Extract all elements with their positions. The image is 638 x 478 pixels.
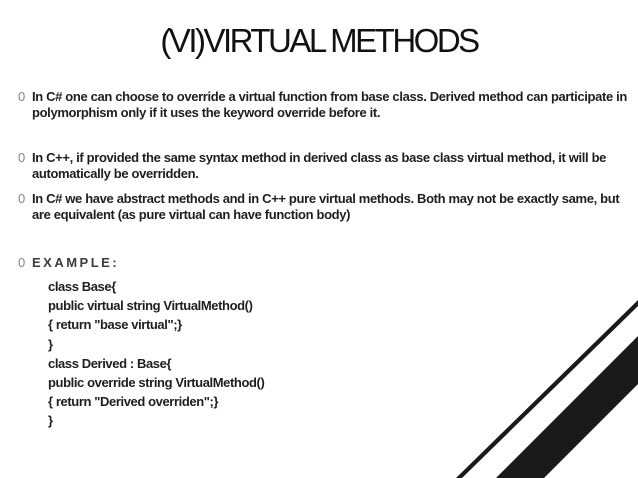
bullet-text: In C# we have abstract methods and in C++ pure virtual methods. Both may not be exactly same, but are equivalent (as pure virtual can have function body) (32, 191, 620, 222)
bullet-text: In C++, if provided the same syntax method in derived class as base class virtual method, it will be automatically be overridden. (32, 150, 607, 181)
example-heading: EXAMPLE: (32, 255, 120, 270)
bullet-item-cpp-override (18, 150, 630, 181)
code-line: } (48, 336, 53, 352)
code-line: class Derived : Base{ (48, 355, 172, 371)
code-line: { return "base virtual";} (48, 317, 182, 333)
code-example (48, 277, 448, 431)
bullet-text: In C# one can choose to override a virtual function from base class. Derived method can participate in polymorphism only if it uses the keyword override before it. (32, 89, 627, 120)
bullet-item-csharp-override (18, 89, 630, 120)
bullet-item-abstract-methods (18, 191, 630, 222)
code-line: class Base{ (48, 279, 116, 294)
bullet-marker: 0 (18, 150, 25, 165)
bullet-item-example (18, 255, 630, 271)
code-line: public override string VirtualMethod() (48, 375, 265, 391)
code-line: } (48, 413, 53, 429)
code-line: { return "Derived overriden";} (48, 394, 219, 410)
diagonal-stripe-thick (496, 336, 638, 478)
code-line: public virtual string VirtualMethod() (48, 298, 253, 314)
bullet-marker: 0 (18, 89, 25, 104)
bullet-marker: 0 (18, 191, 25, 206)
bullet-marker: 0 (18, 255, 25, 270)
slide-title: (VI)VIRTUAL METHODS (160, 22, 478, 59)
